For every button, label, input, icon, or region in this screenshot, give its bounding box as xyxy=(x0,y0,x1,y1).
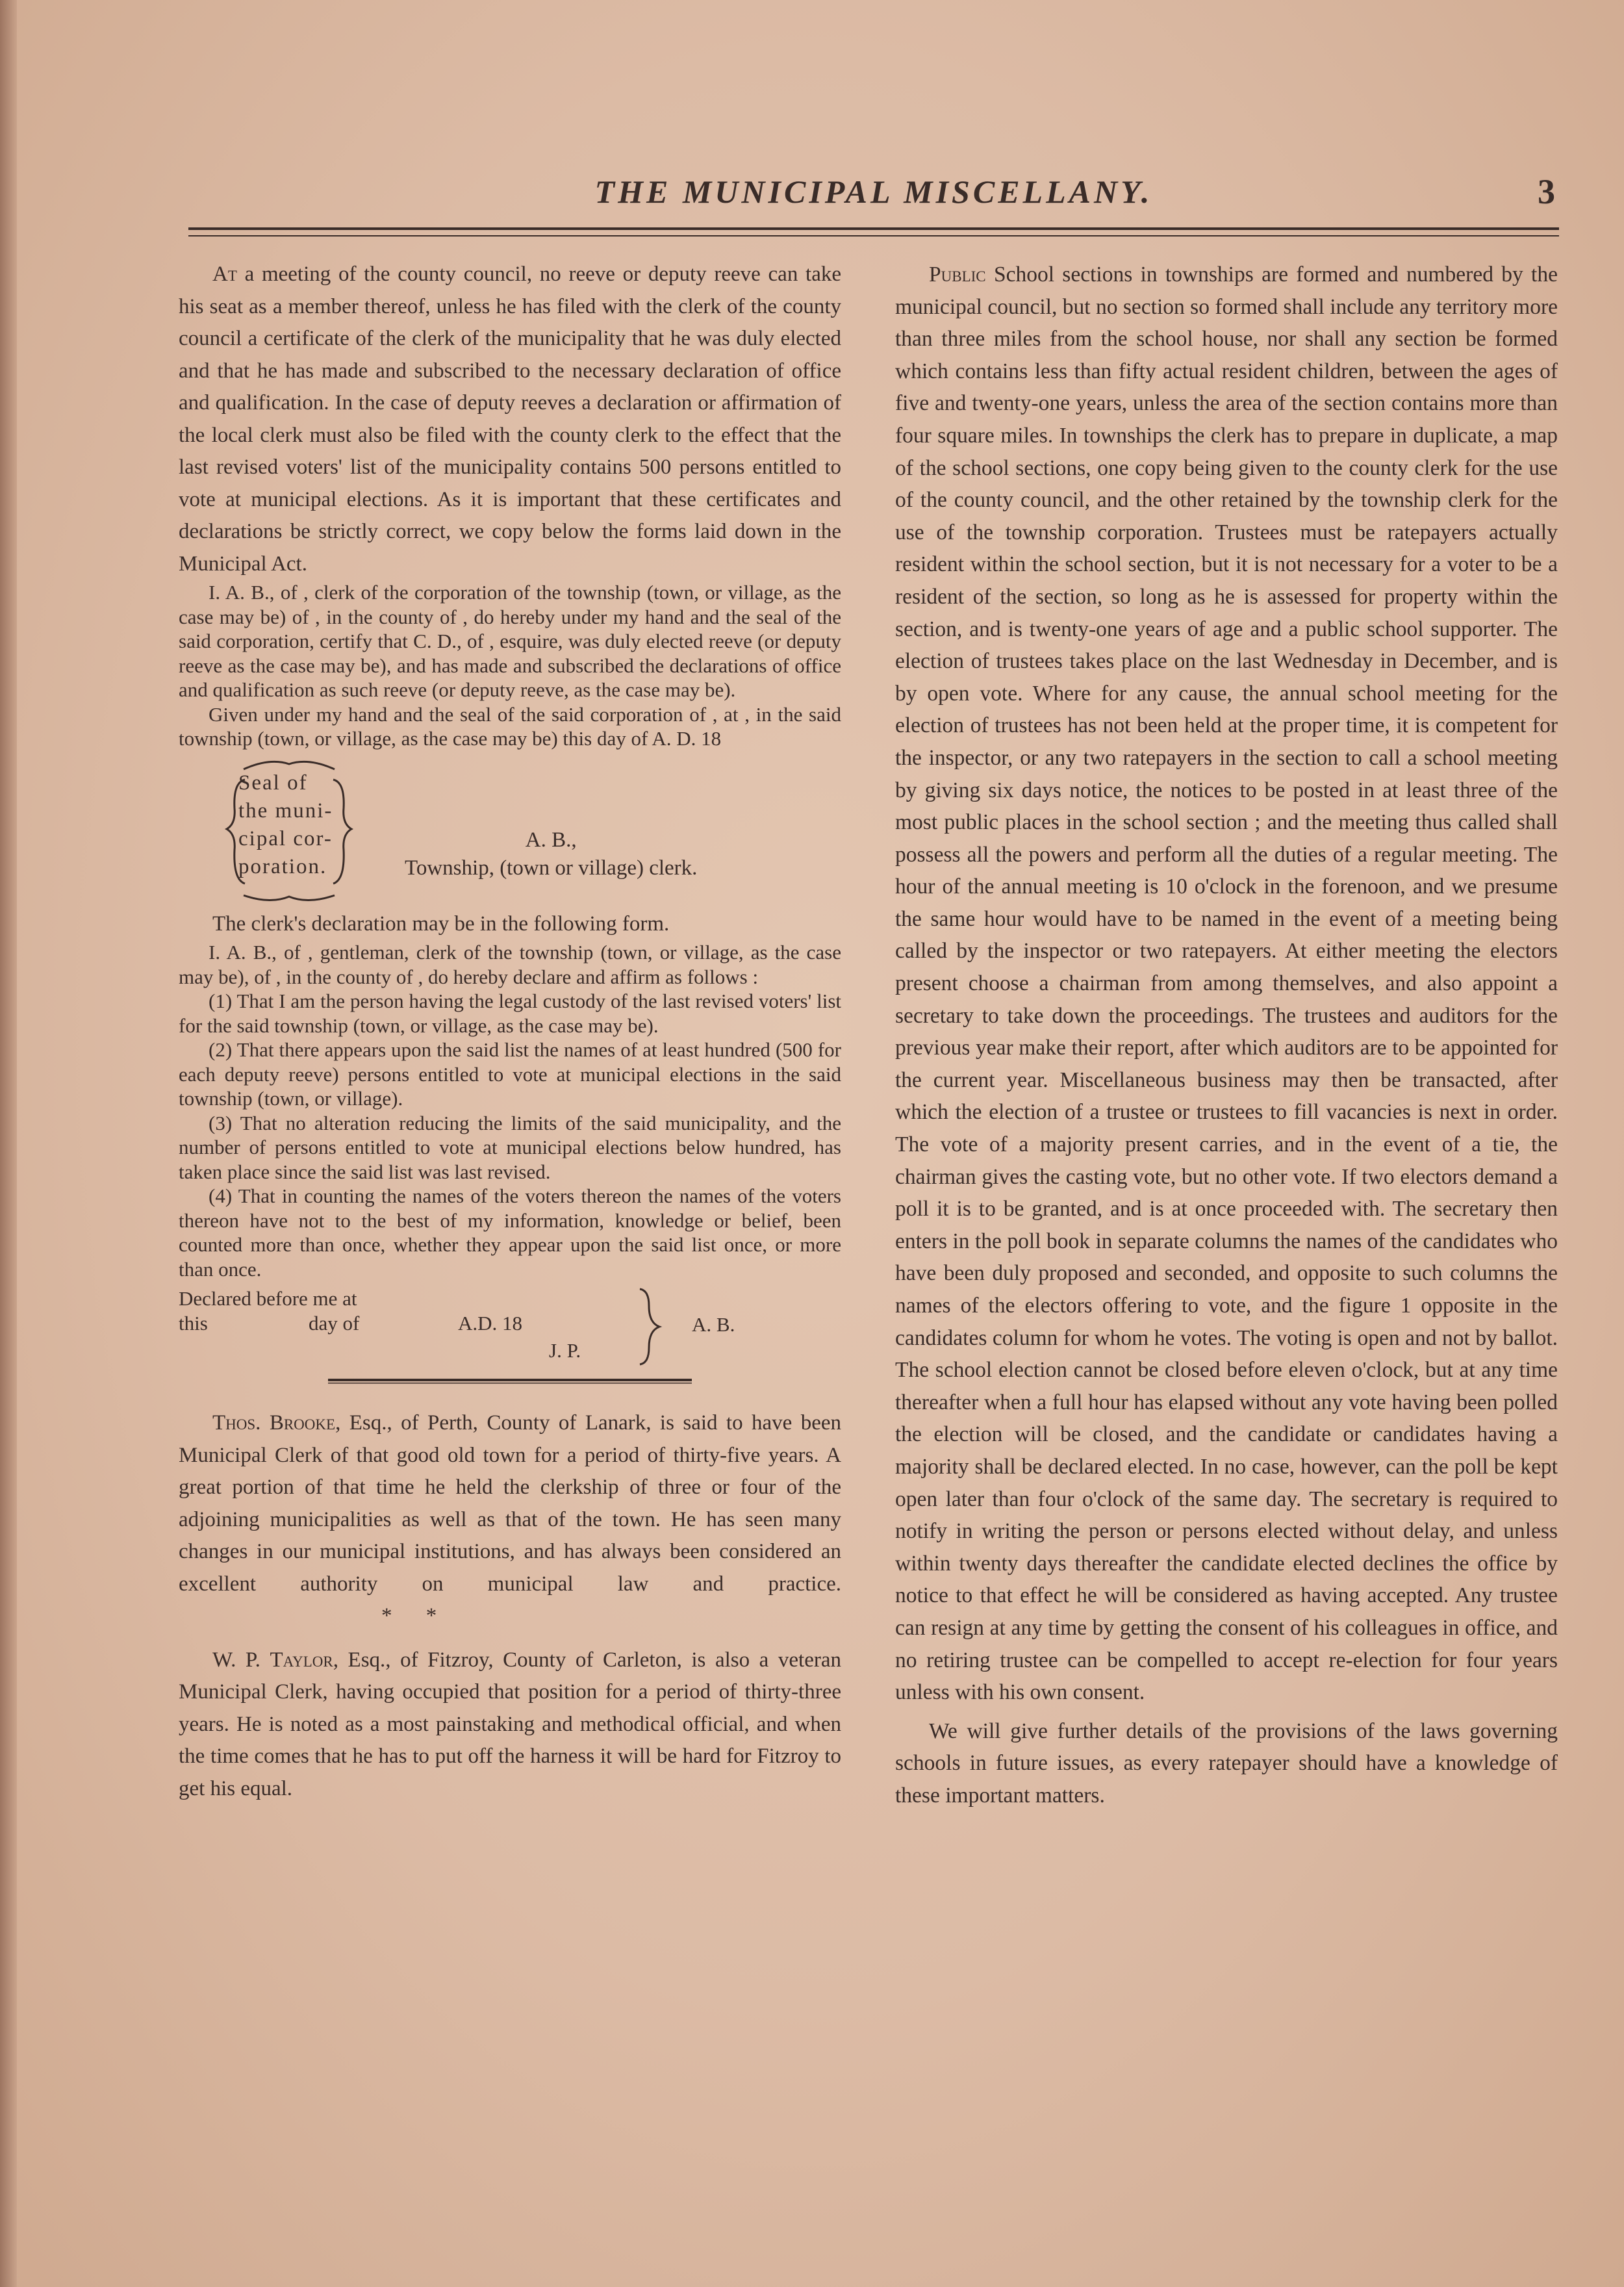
declaration-paragraph: (3) That no alteration reducing the limits of the said municipality, and the number of persons entitled to vote at municipal elections below hundred, has taken place since the said list was last revised. xyxy=(179,1111,841,1183)
taylor-paragraph xyxy=(179,1644,841,1806)
declaration-paragraph: (1) That I am the person having the legal custody of the last revised voters' list for the said township (town, or village, as the case may be). xyxy=(179,990,841,1037)
declared-signature: A. B. xyxy=(692,1313,735,1336)
section-stars: * * xyxy=(381,1604,451,1628)
declaration-intro: The clerk's declaration may be in the following form. xyxy=(212,912,670,936)
page-number: 3 xyxy=(1538,172,1555,211)
clerk-signature xyxy=(405,826,697,882)
seal-line: Seal of xyxy=(238,771,308,795)
intro-text: a meeting of the county council, no reeve or deputy reeve can take his seat as a member thereof, unless he has filed with the clerk of the county council a certificate of the clerk of the municipality that he was duly elected and that he has made and subscribed to the necessary declaration of office and qualification. In the case of deputy reeves a declaration or affirmation of the local clerk must also be filed with the county clerk to the effect that the last revised voters' list of the municipality contains 500 persons entitled to vote at municipal elections. As it is important that these certificates and declarations be strictly correct, we copy below the forms laid down in the Municipal Act. xyxy=(179,262,841,576)
taylor-initials: W. P. xyxy=(212,1648,270,1672)
declared-this: this xyxy=(179,1312,208,1335)
lead-word: Public xyxy=(929,262,986,287)
seal-line: the muni- xyxy=(238,799,333,823)
certificate-paragraph: I. A. B., of , clerk of the corporation of the township (town, or village, as the case may be) of , in the county of , do hereby under my hand and the seal of the said corporation, certify that C. D., of , esquire, was duly elected reeve (or deputy reeve as the case may be), and has made and subscribed the declarations of office and qualification as such reeve (or deputy reeve, as the case may be). xyxy=(179,581,841,701)
declared-before-block xyxy=(179,1286,841,1367)
declared-jp: J. P. xyxy=(549,1339,581,1362)
brooke-text: , Esq., of Perth, County of Lanark, is said to have been Municipal Clerk of that good old town for a period of thirty-five years. A great portion of that time he held the clerkship of three or four of the adjoining municipalities as well as that of the town. He has seen many changes in our municipal institutions, and has always been considered an excellent authority on municipal law and practice. xyxy=(179,1411,841,1596)
taylor-name: Taylor xyxy=(270,1648,333,1672)
signature-name: A. B., xyxy=(525,828,577,852)
seal-label xyxy=(238,769,349,881)
page-header xyxy=(188,170,1559,217)
taylor-text: , Esq., of Fitzroy, County of Carleton, is also a veteran Municipal Clerk, having occupied that position for a period of thirty-three years. He is noted as a most painstaking and methodical official, and when the time comes that he has to put off the harness it will be hard for Fitzroy to get his equal. xyxy=(179,1648,841,1800)
header-rule-thick xyxy=(188,227,1559,230)
brooke-paragraph xyxy=(179,1407,841,1633)
declaration-paragraph: (4) That in counting the names of the voters thereon the names of the voters thereon have not to the best of my information, knowledge or belief, been counted more than once, whether they appear upon the said list once, or more than once. xyxy=(179,1184,841,1281)
declared-day-of: day of xyxy=(309,1312,360,1335)
left-column xyxy=(179,259,841,1805)
header-rule-thin xyxy=(188,235,1559,236)
certificate-form xyxy=(179,580,841,751)
page-title: THE MUNICIPAL MISCELLANY. xyxy=(594,173,1153,210)
declaration-paragraph: (2) That there appears upon the said list the names of at least hundred (500 for each deputy reeve) persons entitled to vote at municipal elections in the said township (town, or village). xyxy=(179,1038,841,1110)
brace-icon xyxy=(633,1286,672,1367)
seal-line: cipal cor- xyxy=(238,826,333,850)
closing-paragraph: We will give further details of the provisions of the laws governing schools in future issues, as every ratepayer should have a knowledge of these important matters. xyxy=(895,1718,1558,1808)
binding-edge xyxy=(0,0,17,2287)
seal-line: poration. xyxy=(238,854,327,878)
schools-text: School sections in townships are formed and numbered by the municipal council, but no section so formed shall include any territory more than three miles from the school house, nor shall any section be formed which contains less than fifty actual resident children, between the ages of five and twenty-one years, unless the area of the section contains more than four square miles. In townships the clerk has to prepare in duplicate, a map of the school sections, one copy being given to the county clerk for the use of the county council, and the other retained by the township clerk for the use of the township corporation. Trustees must be ratepayers actually resident within the school section, but it is not necessary for a voter to be a resident of the section, so long as he is assessed for property within the section, and is twenty-one years of age and a public school supporter. The election of trustees takes place on the last Wednesday in December, and is by open vote. Where for any cause, the annual school meeting for the election of trustees has not been held at the proper time, it is competent for the inspector, or any two ratepayers in the section to call a school meeting by giving six days notice, the notices to be posted in at least three of the most public places in the school section ; and the meeting thus called shall possess all the powers and perform all the duties of a regular meeting. The hour of the annual meeting is 10 o'clock in the forenoon, and we presume the same hour would have to be named in the event of a meeting being called by the inspector or two ratepayers. At either meeting the electors present choose a chairman from among themselves, and also appoint a secretary to take down the proceedings. The trustees and auditors for the previous year make their report, after which auditors are to be appointed for the current year. Miscellaneous business may then be transacted, after which the election of a trustee or trustees to fill vacancies is next in order. The vote of a majority present carries, and in the event of a tie, the chairman gives the casting vote, but no other vote. If two electors demand a poll it is to be granted, and is at once proceeded with. The secretary then enters in the poll book in separate columns the names of the candidates who have been duly proposed and seconded, and opposite to such columns the names of the electors offering to vote, and the figure 1 opposite in the candidates column for whom he votes. The voting is open and not by ballot. The school election cannot be closed before eleven o'clock, but at any time thereafter when a full hour has elapsed without any vote having been polled the election will be closed, and the candidate or candidates having a majority shall be declared elected. In no case, however, can the poll be kept open later than four o'clock of the same day. The secretary is required to notify in writing the person or persons elected without delay, and unless within twenty days thereafter the candidate elected declines the office by notice to that effect he will be considered as having accepted. Any trustee can resign at any time by getting the consent of his colleagues in office, and no retiring trustee can be compelled to accept re-election for four years unless with his own consent. xyxy=(895,262,1558,1705)
declared-line: Declared before me at xyxy=(179,1287,357,1310)
lead-word: At xyxy=(212,262,237,286)
council-article-intro xyxy=(179,259,841,580)
brooke-name: Thos. Brooke xyxy=(212,1411,336,1435)
certificate-paragraph: Given under my hand and the seal of the said corporation of , at , in the said township (town, or village, as the case may be) this day of A. D. 18 xyxy=(179,702,841,750)
right-column xyxy=(895,259,1558,1812)
declared-ad: A.D. 18 xyxy=(458,1312,523,1335)
schools-paragraph xyxy=(895,259,1558,1709)
seal-block xyxy=(179,756,841,906)
declaration-form xyxy=(179,940,841,1281)
declaration-paragraph: I. A. B., of , gentleman, clerk of the township (town, or village, as the case may be), of , in the county of , do hereby declare and affirm as follows : xyxy=(179,941,841,988)
section-divider xyxy=(328,1379,692,1384)
signature-title: Township, (town or village) clerk. xyxy=(405,856,698,880)
